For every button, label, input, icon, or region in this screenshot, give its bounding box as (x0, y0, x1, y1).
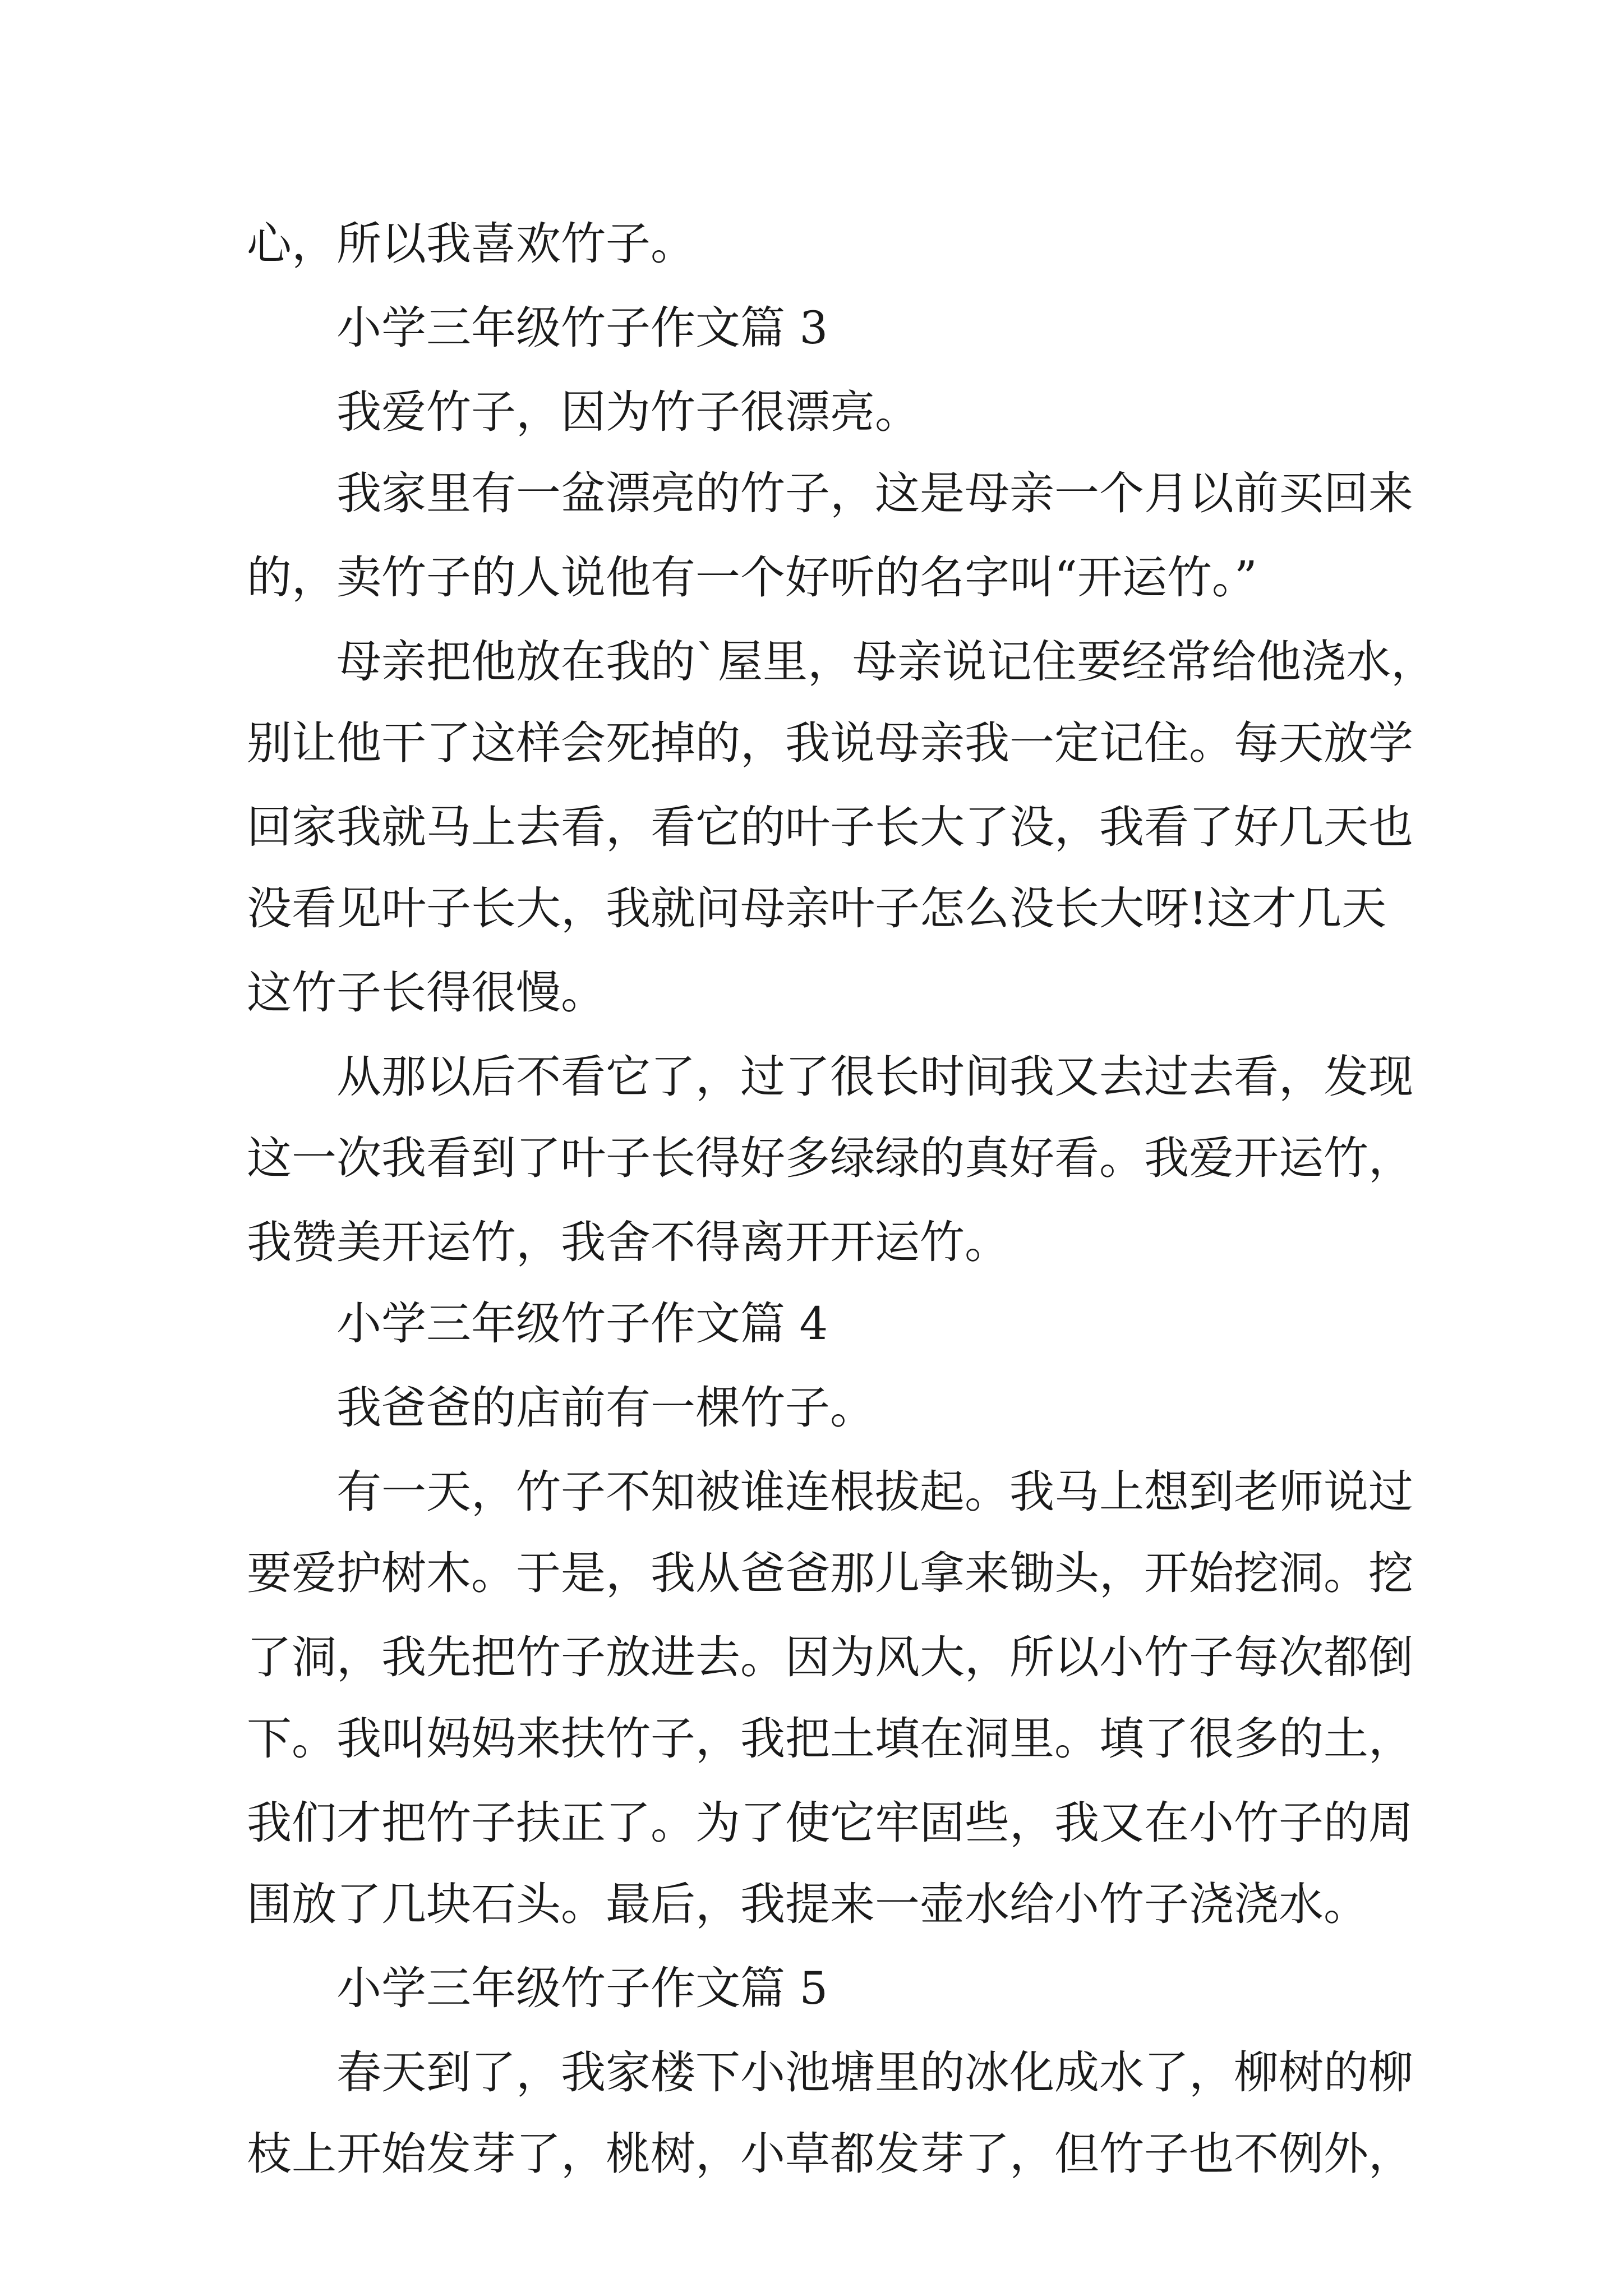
text-line-16: 有一天，竹子不知被谁连根拔起。我马上想到老师说过 (336, 1466, 1413, 1518)
text-line-10: 这竹子长得很慢。 (247, 967, 606, 1019)
text-line-11: 从那以后不看它了，过了很长时间我又去过去看，发现 (336, 1051, 1413, 1103)
text-line-12: 这一次我看到了叶子长得好多绿绿的真好看。我爱开运竹， (247, 1132, 1413, 1184)
text-line-23: 春天到了，我家楼下小池塘里的冰化成水了，柳树的柳 (336, 2046, 1413, 2099)
text-line-8: 回家我就马上去看，看它的叶子长大了没，我看了好几天也 (247, 801, 1413, 853)
text-line-18: 了洞，我先把竹子放进去。因为风大，所以小竹子每次都倒 (247, 1631, 1413, 1683)
section-heading-3: 小学三年级竹子作文篇 3 (336, 302, 828, 354)
text-line-5: 的，卖竹子的人说他有一个好听的名字叫“开运竹。” (247, 551, 1257, 604)
text-line-4: 我家里有一盆漂亮的竹子，这是母亲一个月以前买回来 (336, 467, 1413, 519)
section-heading-5: 小学三年级竹子作文篇 5 (336, 1962, 828, 2014)
text-line-6: 母亲把他放在我的`屋里，母亲说记住要经常给他浇水， (336, 636, 1436, 688)
text-line-15: 我爸爸的店前有一棵竹子。 (336, 1382, 875, 1434)
text-line-19: 下。我叫妈妈来扶竹子，我把土填在洞里。填了很多的土， (247, 1713, 1413, 1765)
section-heading-4: 小学三年级竹子作文篇 4 (336, 1297, 828, 1350)
text-line-21: 围放了几块石头。最后，我提来一壶水给小竹子浇浇水。 (247, 1878, 1368, 1930)
text-line-9: 没看见叶子长大，我就问母亲叶子怎么没长大呀!这才几天 (247, 882, 1387, 935)
text-line-7: 别让他干了这样会死掉的，我说母亲我一定记住。每天放学 (247, 717, 1413, 769)
text-line-3: 我爱竹子，因为竹子很漂亮。 (336, 386, 920, 438)
text-line-1: 心，所以我喜欢竹子。 (247, 218, 695, 270)
text-line-17: 要爱护树木。于是，我从爸爸那儿拿来锄头，开始挖洞。挖 (247, 1547, 1413, 1599)
text-line-24: 枝上开始发芽了，桃树，小草都发芽了，但竹子也不例外， (247, 2128, 1413, 2180)
text-line-13: 我赞美开运竹，我舍不得离开开运竹。 (247, 1216, 1009, 1268)
text-line-20: 我们才把竹子扶正了。为了使它牢固些，我又在小竹子的周 (247, 1797, 1413, 1849)
